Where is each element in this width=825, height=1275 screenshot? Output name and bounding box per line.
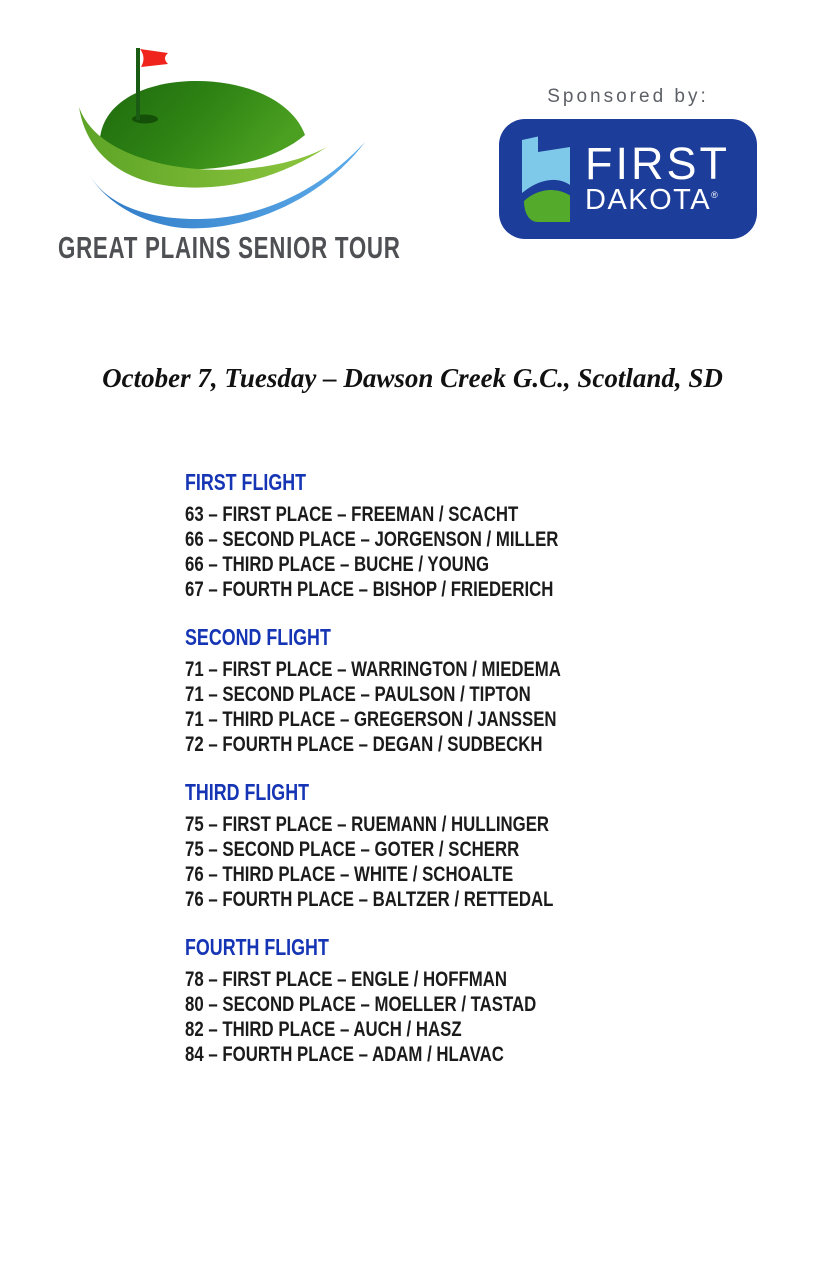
tour-logo [58,40,401,265]
brand-line-first: FIRST [585,138,730,189]
result-line: 84 – FOURTH PLACE – ADAM / HLAVAC [185,1043,504,1066]
brand-line-dakota: DAKOTA® [585,184,720,216]
result-line: 71 – FIRST PLACE – WARRINGTON / MIEDEMA [185,658,561,681]
result-line: 76 – THIRD PLACE – WHITE / SCHOALTE [185,863,514,886]
flight-heading: SECOND FLIGHT [185,624,331,650]
first-dakota-one-leaf-icon [521,135,571,223]
flight-heading: FIRST FLIGHT [185,469,307,495]
result-line: 67 – FOURTH PLACE – BISHOP / FRIEDERICH [185,578,554,601]
result-line: 66 – THIRD PLACE – BUCHE / YOUNG [185,553,490,576]
flight-results [185,812,655,912]
result-line: 78 – FIRST PLACE – ENGLE / HOFFMAN [185,968,508,991]
flight-heading: FOURTH FLIGHT [185,934,329,960]
result-line: 66 – SECOND PLACE – JORGENSON / MILLER [185,528,559,551]
flight-section [185,470,655,602]
result-line: 82 – THIRD PLACE – AUCH / HASZ [185,1018,462,1041]
event-date-location: October 7, Tuesday – Dawson Creek G.C., Scotland, SD [102,363,723,393]
result-line: 80 – SECOND PLACE – MOELLER / TASTAD [185,993,537,1016]
flights-list [185,470,655,1090]
result-line: 72 – FOURTH PLACE – DEGAN / SUDBECKH [185,733,543,756]
golf-green-flag-waves-icon [58,40,380,235]
result-line: 76 – FOURTH PLACE – BALTZER / RETTEDAL [185,888,554,911]
flight-section [185,780,655,912]
first-dakota-wordmark [585,138,730,216]
sponsored-by-label: Sponsored by: [547,86,709,107]
flight-results [185,967,655,1067]
flight-section [185,935,655,1067]
flight-results [185,502,655,602]
result-line: 63 – FIRST PLACE – FREEMAN / SCACHT [185,503,519,526]
result-line: 75 – SECOND PLACE – GOTER / SCHERR [185,838,520,861]
flight-heading: THIRD FLIGHT [185,779,310,805]
flight-section [185,625,655,757]
flight-results [185,657,655,757]
sponsor-block [499,86,757,239]
registered-mark: ® [711,190,720,200]
first-dakota-logo [499,119,757,239]
tour-title: GREAT PLAINS SENIOR TOUR [58,230,401,265]
result-line: 71 – THIRD PLACE – GREGERSON / JANSSEN [185,708,557,731]
result-line: 75 – FIRST PLACE – RUEMANN / HULLINGER [185,813,550,836]
result-line: 71 – SECOND PLACE – PAULSON / TIPTON [185,683,531,706]
